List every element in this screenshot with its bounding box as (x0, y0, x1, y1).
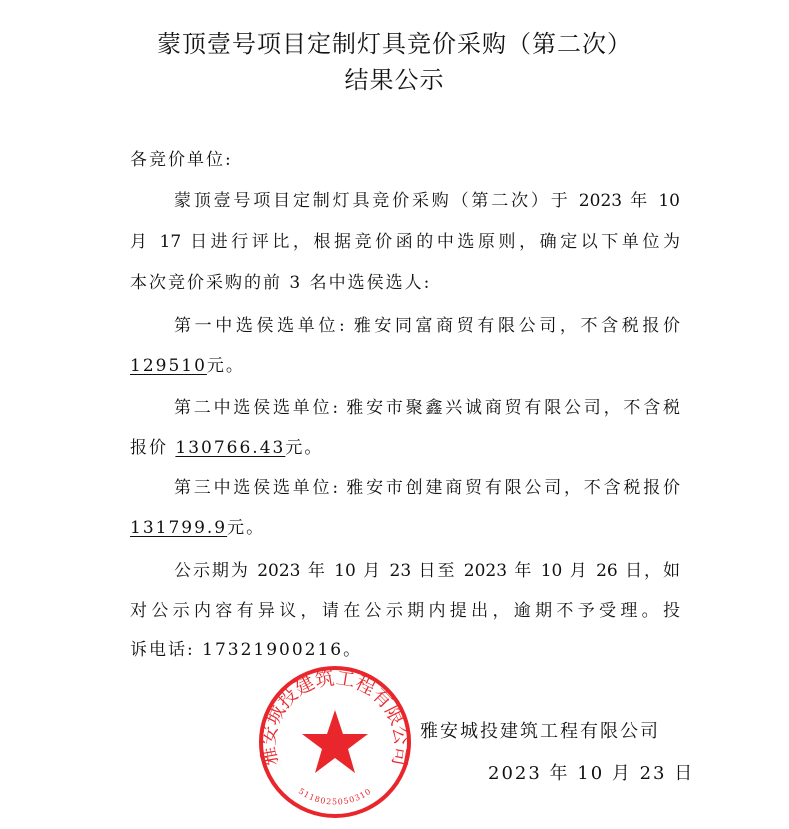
candidate-1-line: 第一中选侯选单位: 雅安同富商贸有限公司，不含税报价 (174, 316, 680, 336)
paragraph-line: 月 17 日进行评比，根据竞价函的中选原则，确定以下单位为 (130, 232, 680, 252)
candidate-1-price: 129510 (130, 356, 207, 376)
price-label: 报价 (130, 438, 176, 458)
svg-text:5118025050310 (297, 787, 373, 807)
paragraph-line: 本次竞价采购的前 3 名中选侯选人: (130, 273, 432, 293)
candidate-3-price-line (130, 513, 265, 538)
unit: 元。 (206, 356, 245, 376)
candidate-2-price: 130766.43 (175, 438, 286, 458)
paragraph-line: 对公示内容有异议，请在公示期内提出，逾期不予受理。投 (130, 601, 680, 621)
seal-code: 5118025050310 (296, 786, 374, 807)
paragraph-line: 公示期为 2023 年 10 月 23 日至 2023 年 10 月 26 日，如 (174, 561, 680, 581)
candidate-3-price: 131799.9 (130, 518, 228, 538)
unit: 元。 (285, 438, 324, 458)
paragraph-line: 诉电话: 17321900216。 (130, 640, 363, 660)
candidate-2-line: 第二中选侯选单位: 雅安市聚鑫兴诚商贸有限公司，不含税 (174, 398, 680, 418)
seal-text: 雅安城投建筑工程有限公司 (257, 667, 413, 768)
title-line-1: 蒙顶壹号项目定制灯具竞价采购（第二次） (157, 30, 632, 58)
signature-company: 雅安城投建筑工程有限公司 (420, 721, 660, 742)
title-line-2: 结果公示 (344, 66, 445, 94)
signature-date: 2023 年 10 月 23 日 (488, 763, 695, 784)
company-seal (255, 662, 415, 822)
salutation: 各竞价单位: (130, 150, 233, 170)
paragraph-line: 蒙顶壹号项目定制灯具竞价采购（第二次）于 2023 年 10 (174, 191, 680, 211)
candidate-2-price-line (130, 433, 323, 458)
unit: 元。 (227, 518, 266, 538)
candidate-3-line: 第三中选侯选单位: 雅安市创建商贸有限公司，不含税报价 (174, 478, 680, 498)
candidate-1-price-line (130, 351, 245, 376)
